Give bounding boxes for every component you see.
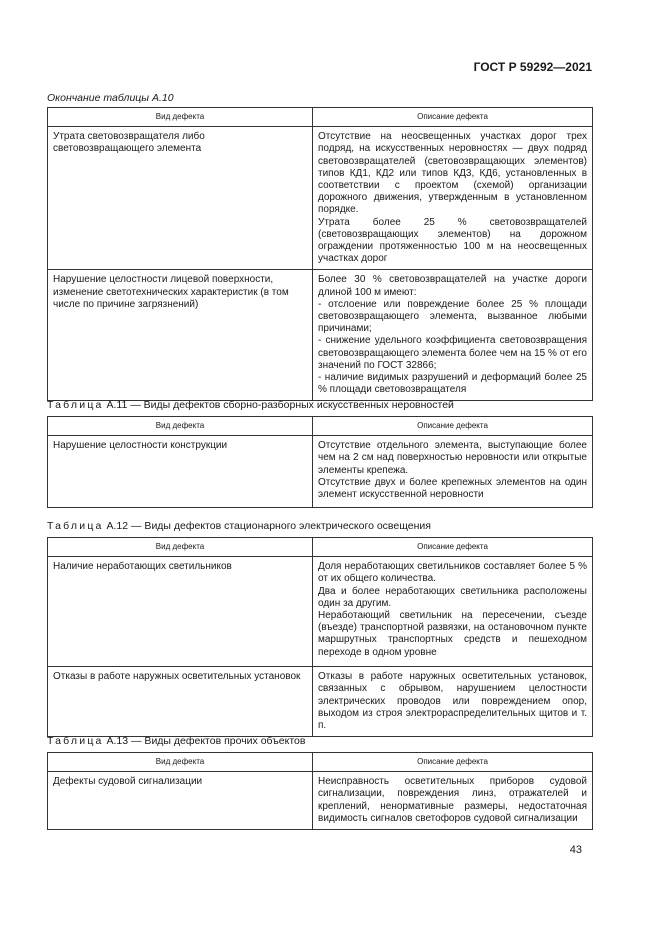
description-line: Отсутствие отдельного элемента, выступающие более чем на 2 см над поверхностью неровности или открытые элементы крепежа.	[318, 440, 587, 476]
column-header-defect-description: Описание дефекта	[313, 108, 593, 127]
description-line: Неисправность осветительных приборов судовой сигнализации, повреждения линз, отражателей и креплений, ненормативные размеры, недостаточная видимость сигналов светофоров судовой сигнализации	[318, 776, 587, 824]
description-line: Два и более неработающих светильника расположены один за другим.	[318, 585, 587, 609]
table-a12	[47, 537, 593, 737]
defect-description-cell	[313, 557, 593, 667]
caption-text: А.12 — Виды дефектов стационарного электрического освещения	[106, 520, 431, 532]
table-a11-caption	[47, 399, 454, 411]
defect-type-cell: Дефекты судовой сигнализации	[48, 772, 313, 830]
defect-type-cell: Утрата световозвращателя либо световозвращающего элемента	[48, 127, 313, 270]
description-line: - отслоение или повреждение более 25 % площади световозвращающего элемента, вызванное любыми причинами;	[318, 298, 587, 335]
table-a10-caption: Окончание таблицы А.10	[47, 92, 174, 104]
defect-type-cell: Наличие неработающих светильников	[48, 557, 313, 667]
description-line: Более 30 % световозвращателей на участке дороги длиной 100 м имеют:	[318, 274, 587, 298]
defect-type-cell: Отказы в работе наружных осветительных установок	[48, 667, 313, 737]
column-header-defect-description: Описание дефекта	[313, 753, 593, 772]
description-line: Отсутствие двух и более крепежных элементов на один элемент искусственной неровности	[318, 476, 587, 501]
caption-prefix: Таблица	[47, 735, 104, 747]
table-row	[48, 667, 593, 737]
description-line: Отказы в работе наружных осветительных установок, связанных с обрывом, нарушением целостности электрических проводов или повреждением опор, выходом из строя электрораспределительных щитов и т. п.	[318, 671, 587, 732]
table-header-row	[48, 538, 593, 557]
table-row	[48, 127, 593, 270]
defect-description-cell	[313, 772, 593, 830]
description-line: Отсутствие на неосвещенных участках дорог трех подряд, на искусственных неровностях — двух подряд световозвращателей (световозвращающих элементов) типов КД1, КД2 или типов КД3, КД6, установленных в соответствии с проектом (схемой) организации дорожного движения, утвержденным в установленном порядке.	[318, 131, 587, 216]
description-line: - наличие видимых разрушений и деформаций более 25 % площади световозвращателя	[318, 372, 587, 396]
table-a11	[47, 416, 593, 508]
description-line: Неработающий светильник на пересечении, съезде (въезде) транспортной развязки, на остановочном пункте маршрутных транспортных средств и пешеходном переходе в одном уровне	[318, 610, 587, 658]
defect-type-cell: Нарушение целостности конструкции	[48, 436, 313, 508]
caption-prefix: Таблица	[47, 399, 104, 411]
defect-description-cell	[313, 127, 593, 270]
defect-type-cell: Нарушение целостности лицевой поверхности, изменение светотехнических характеристик (в том числе по причине загрязнений)	[48, 270, 313, 401]
column-header-defect-description: Описание дефекта	[313, 417, 593, 436]
table-row	[48, 557, 593, 667]
column-header-defect-type: Вид дефекта	[48, 538, 313, 557]
table-a13-caption	[47, 735, 305, 747]
table-header-row	[48, 108, 593, 127]
defect-description-cell	[313, 436, 593, 508]
table-header-row	[48, 417, 593, 436]
page-number: 43	[569, 844, 582, 856]
table-header-row	[48, 753, 593, 772]
defect-description-cell	[313, 667, 593, 737]
description-line: Доля неработающих светильников составляет более 5 % от их общего количества.	[318, 561, 587, 585]
description-line: - снижение удельного коэффициента световозвращения световозвращающего элемента более чем на 15 % от его значений по ГОСТ 32866;	[318, 335, 587, 371]
caption-text: А.13 — Виды дефектов прочих объектов	[106, 735, 306, 747]
column-header-defect-type: Вид дефекта	[48, 753, 313, 772]
table-a12-caption	[47, 520, 431, 532]
document-code: ГОСТ Р 59292—2021	[473, 60, 592, 74]
table-a13	[47, 752, 593, 830]
column-header-defect-type: Вид дефекта	[48, 417, 313, 436]
description-line: Утрата более 25 % световозвращателей (световозвращающих элементов) на дорожном ограждении протяженностью 100 м на неосвещенных участках дорог	[318, 216, 587, 265]
defect-description-cell	[313, 270, 593, 401]
caption-prefix: Таблица	[47, 520, 104, 532]
table-row	[48, 436, 593, 508]
table-row	[48, 772, 593, 830]
caption-text: А.11 — Виды дефектов сборно-разборных искусственных неровностей	[106, 399, 454, 411]
table-row	[48, 270, 593, 401]
column-header-defect-description: Описание дефекта	[313, 538, 593, 557]
table-a10	[47, 107, 593, 401]
column-header-defect-type: Вид дефекта	[48, 108, 313, 127]
